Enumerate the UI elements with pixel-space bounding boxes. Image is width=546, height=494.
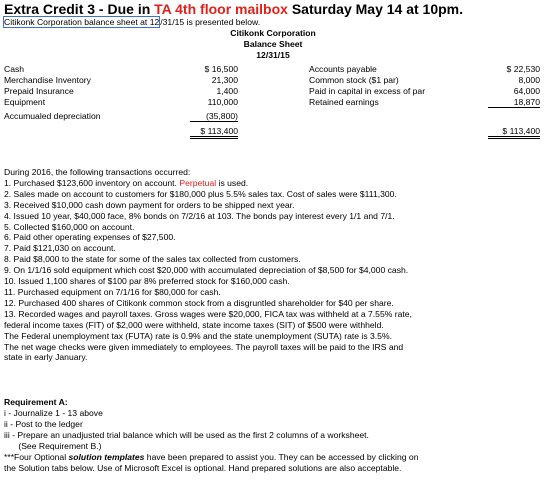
claim-value-apic: 64,000 [513, 86, 540, 96]
claim-value-ap: $ 22,530 [506, 64, 540, 74]
asset-value-inventory: 21,300 [211, 75, 238, 85]
requirement-item: (See Requirement B.) [4, 441, 102, 451]
transaction-line: 12. Purchased 400 shares of Citikonk common stock from a disgruntled shareholder for $40 per share. [4, 297, 394, 308]
assets-total: $ 113,400 [190, 126, 238, 139]
claim-label-re: Retained earnings [309, 97, 379, 107]
transaction-line: 2. Sales made on account to customers for $180,000 plus 5.5% sales tax. Cost of sales were $111,300. [4, 188, 397, 199]
asset-label-prepaid: Prepaid Insurance [4, 86, 74, 96]
claim-value-common: 8,000 [518, 75, 540, 85]
templates-note [4, 452, 418, 463]
transaction-line: 5. Collected $160,000 on account. [4, 221, 135, 232]
asset-value-cash: $ 16,500 [204, 64, 238, 74]
templates-note-line2: the Solution tabs below. Use of Microsoft Excel is optional. Hand prepared solutions are also acceptable. [4, 463, 402, 473]
solution-templates-emphasis: solution templates [68, 452, 145, 462]
transaction-1 [4, 178, 544, 189]
transaction-line: The net wage checks were given immediately to employees. The payroll taxes will be paid to the IRS and [4, 341, 404, 352]
bs-company: Citikonk Corporation [230, 28, 316, 38]
transactions-intro: During 2016, the following transactions occurred: [4, 167, 191, 177]
requirement-item: ii - Post to the ledger [4, 419, 83, 429]
transaction-1-tail: is used. [216, 177, 249, 188]
intro-rest: /31/15 is presented below. [160, 17, 261, 27]
transactions-list [4, 167, 544, 363]
requirement-heading: Requirement A: [4, 397, 68, 407]
claims-total: $ 113,400 [488, 126, 540, 139]
transaction-line: federal income taxes (FIT) of $2,000 were withheld, state income taxes (SIT) of $500 were withheld. [4, 319, 384, 330]
perpetual-highlight: Perpetual [179, 177, 217, 188]
asset-label-inventory: Merchandise Inventory [4, 75, 91, 85]
claim-value-re: 18,870 [488, 97, 540, 108]
transaction-line: The Federal unemployment tax (FUTA) rate is 0.9% and the state unemployment (SUTA) rate is 3.5%. [4, 330, 392, 341]
asset-value-depreciation: (35,800) [190, 111, 238, 122]
note-text: have been prepared to assist you. They can be accessed by clicking on [144, 452, 419, 462]
page-title [4, 1, 463, 17]
selected-text[interactable]: Citikonk Corporation balance sheet at 12 [4, 17, 160, 27]
transaction-line: 4. Issued 10 year, $40,000 face, 8% bonds on 7/2/16 at 103. The bonds pay interest every 1/1 and 7/1. [4, 210, 395, 221]
claim-label-common: Common stock ($1 par) [309, 75, 399, 85]
requirement-item: i - Journalize 1 - 13 above [4, 408, 103, 418]
title-prefix: Extra Credit 3 - Due in [4, 1, 155, 17]
transaction-line: 7. Paid $121,030 on account. [4, 243, 116, 254]
transaction-line: state in early January. [4, 352, 88, 363]
transaction-line: 13. Recorded wages and payroll taxes. Gross wages were $20,000, FICA tax was withheld at a 7.55% rate, [4, 308, 412, 319]
bs-title: Balance Sheet [243, 39, 303, 49]
transaction-line: 10. Issued 1,100 shares of $100 par 8% preferred stock for $160,000 cash. [4, 276, 290, 287]
asset-label-depreciation: Accumualed depreciation [4, 111, 101, 121]
transaction-line: 6. Paid other operating expenses of $27,500. [4, 232, 176, 243]
transaction-line: 3. Received $10,000 cash down payment for orders to be shipped next year. [4, 199, 295, 210]
title-location: TA 4th floor mailbox [154, 1, 288, 17]
intro-text [4, 17, 260, 27]
requirement-item: iii - Prepare an unadjusted trial balance which will be used as the first 2 columns of a worksheet. [4, 430, 369, 440]
asset-label-equipment: Equipment [4, 97, 46, 107]
transaction-line: 9. On 1/1/16 sold equipment which cost $20,000 with accumulated depreciation of $8,500 for $4,000 cash. [4, 265, 409, 276]
transaction-line: 11. Purchased equipment on 7/1/16 for $80,000 for cash. [4, 286, 221, 297]
transaction-1-text: 1. Purchased $123,600 inventory on account. [4, 177, 180, 188]
claim-label-ap: Accounts payable [309, 64, 377, 74]
claim-label-apic: Paid in capital in excess of par [309, 86, 426, 96]
transaction-line: 8. Paid $8,000 to the state for some of the sales tax collected from customers. [4, 254, 301, 265]
title-suffix: Saturday May 14 at 10pm. [287, 1, 464, 17]
asset-label-cash: Cash [4, 64, 25, 74]
asset-value-prepaid: 1,400 [216, 86, 238, 96]
asset-value-equipment: 110,000 [207, 97, 238, 107]
requirements-section [4, 397, 418, 474]
note-prefix: ***Four Optional [4, 452, 69, 462]
bs-date: 12/31/15 [256, 50, 290, 60]
